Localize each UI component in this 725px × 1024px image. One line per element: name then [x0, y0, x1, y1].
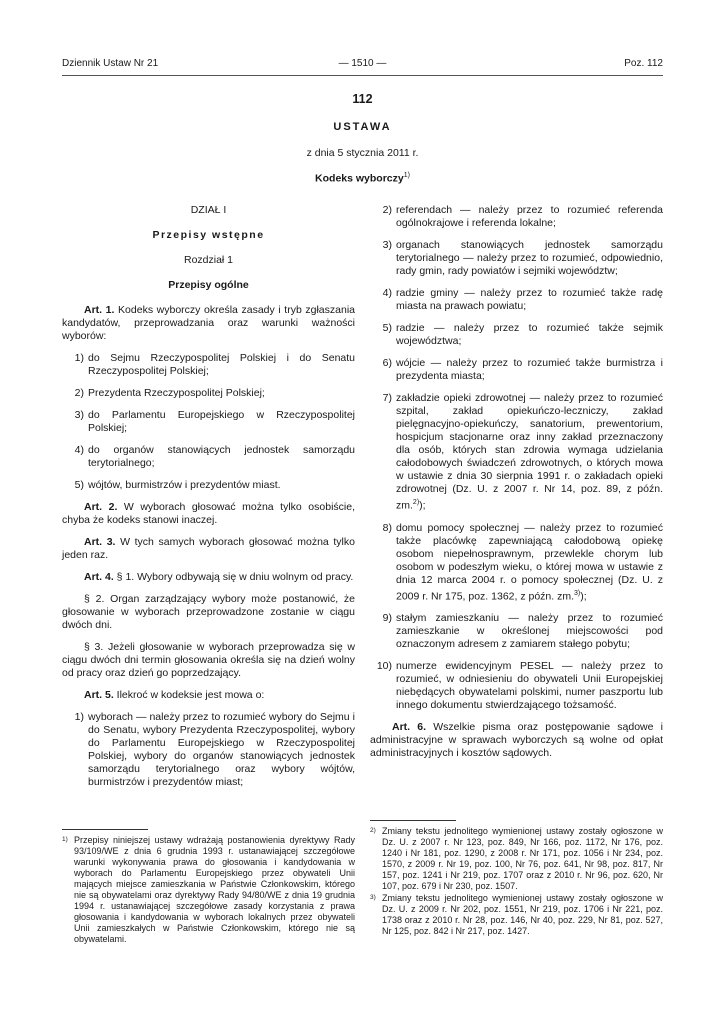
art1-item: [62, 444, 355, 470]
position-number: Poz. 112: [624, 58, 663, 69]
item-text: [396, 522, 663, 604]
footnote-text: Zmiany tekstu jednolitego wymienionej ustawy zostały ogłoszone w Dz. U. z 2009 r. Nr 202, poz. 1551, Nr 219, poz. 1706 i Nr 221, poz. 1738 oraz z 2010 r. Nr 28, poz. 146, Nr 40, poz. 229, Nr 81, poz. 527, Nr 125, poz. 842 i Nr 217, poz. 1427.: [382, 893, 663, 936]
item-text-tail: );: [580, 590, 587, 602]
item-number: 7): [382, 392, 392, 404]
footnote-ref[interactable]: 2): [412, 499, 420, 506]
article-4-label: Art. 4.: [84, 571, 114, 583]
article-1-label: Art. 1.: [84, 304, 115, 316]
art5-item: [370, 392, 663, 513]
article-2: [62, 501, 355, 527]
art5-item: [370, 357, 663, 383]
act-title-footnote-ref[interactable]: 1): [403, 172, 410, 179]
item-number: 6): [382, 357, 392, 369]
art5-item: [370, 287, 663, 313]
item-text: do Sejmu Rzeczypospolitej Polskiej i do Senatu Rzeczypospolitej Polskiej;: [88, 352, 355, 377]
footnote-mark: 1): [62, 836, 68, 843]
item-text: stałym zamieszkaniu — należy przez to rozumieć zamieszkanie w określonej miejscowości pod oznaczonym adresem z zamiarem stałego pobytu;: [396, 612, 663, 650]
article-4-paragraph-3: § 3. Jeżeli głosowanie w wyborach przeprowadza się w ciągu dwóch dni termin głosowania określa się na dzień wolny od pracy oraz dzień go poprzedzający.: [62, 641, 355, 679]
footnote: [62, 835, 355, 945]
article-6-label: Art. 6.: [392, 721, 427, 733]
item-text: radzie — należy przez to rozumieć także sejmik województwa;: [396, 322, 663, 347]
left-column: [62, 204, 355, 798]
footnotes-right: [370, 826, 663, 938]
page-header: [62, 58, 663, 76]
item-text-tail: );: [419, 499, 426, 512]
item-number: 4): [74, 444, 84, 456]
chapter-title: Przepisy ogólne: [168, 279, 249, 291]
journal-name: Dziennik Ustaw Nr 21: [62, 58, 159, 69]
item-text: do organów stanowiących jednostek samorządu terytorialnego;: [88, 444, 355, 469]
item-number: 1): [74, 352, 84, 364]
art1-item: [62, 409, 355, 435]
art5-item: [370, 322, 663, 348]
item-text: radzie gminy — należy przez to rozumieć także radę miasta na prawach powiatu;: [396, 287, 663, 312]
art5-item: [370, 522, 663, 604]
chapter-label: Rozdział 1: [183, 254, 234, 266]
item-text: referendach — należy przez to rozumieć referenda ogólnokrajowe i referenda lokalne;: [396, 204, 663, 229]
footnote-text: Zmiany tekstu jednolitego wymienionej ustawy zostały ogłoszone w Dz. U. z 2007 r. Nr 123, poz. 849, Nr 166, poz. 1172, Nr 176, poz. 1240 i Nr 181, poz. 1290, z 2008 r. Nr 171, poz. 1056 i Nr 234, poz. 1570, z 2009 r. Nr 19, poz. 100, Nr 76, poz. 641, Nr 98, poz. 817, Nr 157, poz. 1241 i Nr 219, poz. 1707 oraz z 2010 r. Nr 96, poz. 620, Nr 107, poz. 679 i Nr 230, poz. 1507.: [382, 826, 663, 891]
footnote-divider-left: [62, 829, 148, 830]
footnote-text: Przepisy niniejszej ustawy wdrażają postanowienia dyrektywy Rady 93/109/WE z dnia 6 grudnia 1993 r. ustanawiającej szczegółowe warunki wykonywania prawa do głosowania i kandydowania w wyborach do Parlamentu Europejskiego przez obywateli Unii mających miejsce zamieszkania w Państwie Członkowskim, którego nie są obywatelami oraz dyrektywy Rady 94/80/WE z dnia 19 grudnia 1994 r. ustanawiającej szczegółowe zasady korzystania z prawa głosowania i kandydowania w wyborach lokalnych przez obywateli Unii zamieszkałych w Państwie Członkowskim, którego nie są obywatelami.: [74, 835, 355, 944]
footnote: [370, 826, 663, 892]
footnote-mark: 2): [370, 827, 376, 834]
art5-item: [370, 204, 663, 230]
item-number: 3): [74, 409, 84, 421]
article-1-text: Kodeks wyborczy określa zasady i tryb zgłaszania kandydatów, przeprowadzania oraz warunki ważności wyborów:: [62, 304, 355, 342]
act-type: USTAWA: [333, 121, 392, 133]
article-2-label: Art. 2.: [84, 501, 118, 513]
footnote-divider-right: [370, 820, 456, 821]
item-number: 9): [382, 612, 392, 624]
article-5: [62, 689, 355, 702]
art5-item: [370, 660, 663, 712]
article-3-text: W tych samych wyborach głosować można tylko jeden raz.: [62, 536, 355, 561]
article-1: [62, 304, 355, 343]
art1-item: [62, 479, 355, 492]
act-title: [62, 172, 663, 185]
art1-item: [62, 387, 355, 400]
item-number: 8): [382, 521, 392, 534]
item-text: wójtów, burmistrzów i prezydentów miast.: [88, 479, 281, 491]
division-label: DZIAŁ I: [190, 204, 227, 216]
article-6: [370, 721, 663, 760]
act-number: 112: [352, 92, 373, 106]
right-column: [370, 204, 663, 769]
page-number: — 1510 —: [338, 58, 387, 69]
item-text-body: domu pomocy społecznej — należy przez to rozumieć także placówkę zapewniającą całodobową opiekę osobom niepełnosprawnym, przewlekle chorym lub osobom w podeszłym wieku, o której mowa w ustawie z dnia 12 marca 2004 r. o pomocy społecznej (Dz. U. z 2009 r. Nr 175, poz. 1362, z późn. zm.: [396, 521, 663, 602]
article-4-paragraph-2: § 2. Organ zarządzający wybory może postanowić, że głosowanie w wyborach przeprowadzone zostanie w ciągu dwóch dni.: [62, 593, 355, 631]
footnote-mark: 3): [370, 894, 376, 901]
art1-item: [62, 352, 355, 378]
item-text: wójcie — należy przez to rozumieć także burmistrza i prezydenta miasta;: [396, 357, 663, 382]
article-4-text: § 1. Wybory odbywają się w dniu wolnym od pracy.: [113, 571, 354, 583]
article-5-label: Art. 5.: [84, 689, 114, 701]
item-number: 5): [382, 322, 392, 334]
article-3: [62, 536, 355, 562]
article-5-text: Ilekroć w kodeksie jest mowa o:: [113, 689, 265, 701]
footnotes-left: [62, 835, 355, 946]
item-text-body: zakładzie opieki zdrowotnej — należy przez to rozumieć szpital, zakład opiekuńczo-leczniczy, zakład pielęgnacyjno-opiekuńczy, sanatorium, prewentorium, hospicjum stacjonarne oraz inny zakład przeznaczony dla osób, których stan zdrowia wymaga udzielania całodobowych świadczeń zdrowotnych, o których mowa w ustawie z dnia 30 sierpnia 1991 r. o zakładach opieki zdrowotnej (Dz. U. z 2007 r. Nr 14, poz. 89, z późn. zm.: [396, 392, 663, 512]
item-text: numerze ewidencyjnym PESEL — należy przez to rozumieć, w odniesieniu do obywateli Unii Europejskiej niebędących obywatelami polskimi, numer paszportu lub innego dokumentu stwierdzającego tożsamość.: [396, 660, 663, 711]
act-title-text: Kodeks wyborczy: [315, 172, 404, 185]
art5-item: [370, 239, 663, 278]
article-2-text: W wyborach głosować można tylko osobiście, chyba że kodeks stanowi inaczej.: [62, 501, 355, 526]
item-number: 2): [382, 204, 392, 216]
art5-item: [370, 612, 663, 651]
item-number: 10): [376, 660, 392, 672]
article-4: [62, 571, 355, 584]
item-text: do Parlamentu Europejskiego w Rzeczypospolitej Polskiej;: [88, 409, 355, 434]
article-6-text: Wszelkie pisma oraz postępowanie sądowe i administracyjne w sprawach wyborczych są wolne od opłat administracyjnych i kosztów sądowych.: [370, 721, 663, 759]
item-text: [396, 392, 663, 513]
article-3-label: Art. 3.: [84, 536, 116, 548]
item-number: 1): [74, 711, 84, 723]
art5-item: [62, 711, 355, 789]
item-text: organach stanowiących jednostek samorządu terytorialnego — należy przez to rozumieć, odpowiednio, rady gmin, rady powiatów i sejmiki województw;: [396, 239, 663, 277]
footnote-ref[interactable]: 3): [574, 589, 581, 597]
item-number: 2): [74, 387, 84, 399]
item-text: wyborach — należy przez to rozumieć wybory do Sejmu i do Senatu, wybory Prezydenta Rzeczypospolitej, wybory do Parlamentu Europejskiego w Rzeczypospolitej Polskiej, wybory do organów stanowiących jednostek samorządu terytorialnego oraz wybory wójtów, burmistrzów i prezydentów miast;: [88, 711, 355, 788]
item-number: 3): [382, 239, 392, 251]
division-title: Przepisy wstępne: [152, 229, 265, 241]
item-number: 5): [74, 479, 84, 491]
footnote: [370, 893, 663, 937]
item-number: 4): [382, 287, 392, 299]
item-text: Prezydenta Rzeczypospolitej Polskiej;: [88, 387, 265, 399]
act-date: z dnia 5 stycznia 2011 r.: [306, 147, 419, 159]
